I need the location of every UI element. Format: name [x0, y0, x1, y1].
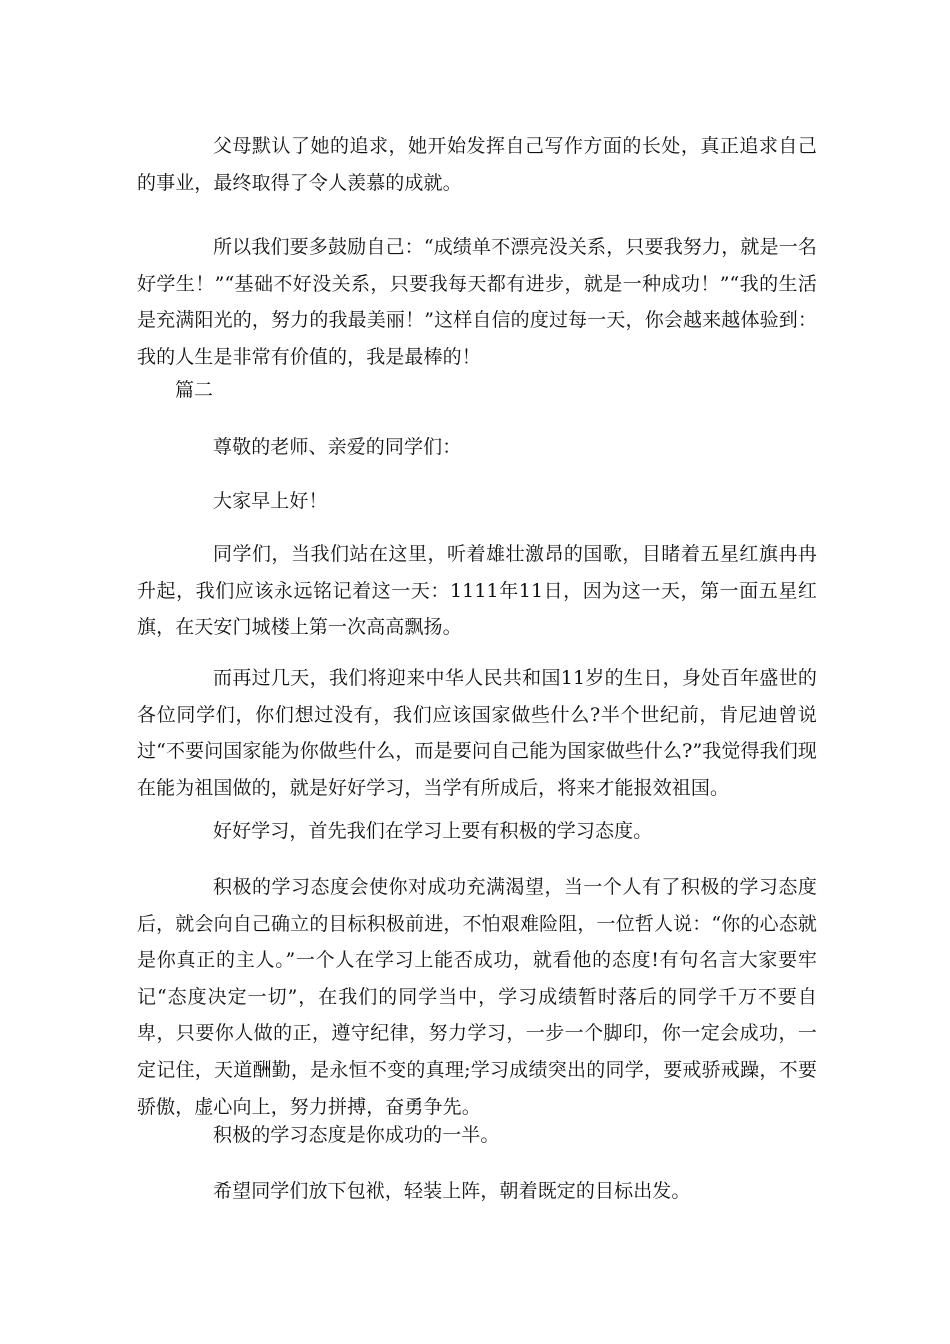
paragraph-encourage-yourself: 所以我们要多鼓励自己：“成绩单不漂亮没关系，只要我努力，就是一名好学生！”“基础不好没关系，只要我每天都有进步，就是一种成功！”“我的生活是充满阳光的，努力的我最美丽！”这样自信的度过每一天，你会越来越体验到：我的人生是非常有价值的，我是最棒的！ [137, 236, 817, 368]
paragraph-study-attitude: 好好学习，首先我们在学习上要有积极的学习态度。 [213, 820, 653, 842]
paragraph-parents-support: 父母默认了她的追求，她开始发挥自己写作方面的长处，真正追求自己的事业，最终取得了令人羡慕的成就。 [137, 135, 817, 194]
paragraph-salutation: 尊敬的老师、亲爱的同学们： [213, 436, 462, 458]
paragraph-greeting: 大家早上好！ [213, 490, 328, 512]
paragraph-national-flag: 同学们，当我们站在这里，听着雄壮激昂的国歌，目睹着五星红旗冉冉升起，我们应该永远铭记着这一天：1111年11日，因为这一天，第一面五星红旗，在天安门城楼上第一次高高飘扬。 [137, 543, 817, 639]
paragraph-positive-attitude: 积极的学习态度会使你对成功充满渴望，当一个人有了积极的学习态度后，就会向自己确立的目标积极前进，不怕艰难险阻，一位哲人说：“你的心态就是你真正的主人。”一个人在学习上能否成功，就看他的态度!有句名言大家要牢记“态度决定一切”，在我们的同学当中，学习成绩暂时落后的同学千万不要自卑，只要你人做的正，遵守纪律，努力学习，一步一个脚印，你一定会成功，一定记住，天道酬勤，是永恒不变的真理;学习成绩突出的同学，要戒骄戒躁，不要骄傲，虚心向上，努力拼搏，奋勇争先。 [137, 876, 817, 1118]
section-heading-part-two: 篇二 [175, 379, 214, 401]
paragraph-half-of-success: 积极的学习态度是你成功的一半。 [213, 1124, 500, 1146]
paragraph-birthday-of-nation: 而再过几天，我们将迎来中华人民共和国11岁的生日，身处百年盛世的各位同学们，你们想过没有，我们应该国家做些什么?半个世纪前，肯尼迪曾说过“不要问国家能为你做些什么，而是要问自己能为国家做些什么?”我觉得我们现在能为祖国做的，就是好好学习，当学有所成后，将来才能报效祖国。 [137, 667, 817, 799]
paragraph-set-goals: 希望同学们放下包袱，轻装上阵，朝着既定的目标出发。 [213, 1180, 691, 1202]
